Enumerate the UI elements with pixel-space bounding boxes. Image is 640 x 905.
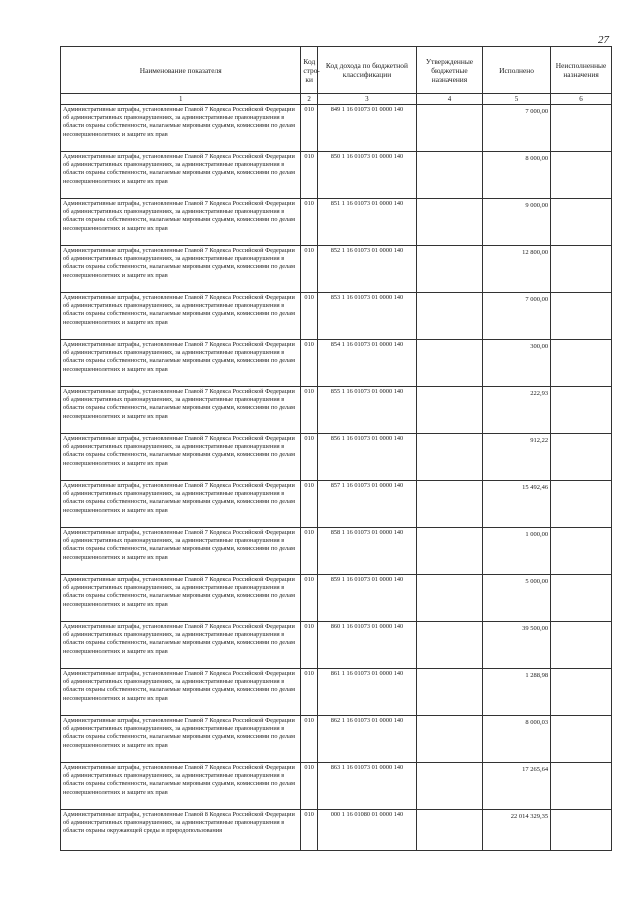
not-executed-amount-cell: [551, 669, 612, 716]
line-code-cell: 010: [301, 293, 318, 340]
line-code-cell: 010: [301, 669, 318, 716]
indicator-name-cell: Административные штрафы, установленные Главой 7 Кодекса Российской Федерации об административных правонарушениях, за административные правонарушения в области охраны собственности, налагаемые мировыми судьями, комиссиями по делам несовершеннолетних и защите их прав: [61, 340, 301, 387]
not-executed-amount-cell: [551, 810, 612, 851]
line-code-cell: 010: [301, 152, 318, 199]
income-code-cell: 850 1 16 01073 01 0000 140: [317, 152, 416, 199]
line-code-cell: 010: [301, 763, 318, 810]
line-code-cell: 010: [301, 199, 318, 246]
not-executed-amount-cell: [551, 575, 612, 622]
not-executed-amount-cell: [551, 340, 612, 387]
table-row: [61, 481, 612, 528]
indicator-name-cell: Административные штрафы, установленные Главой 7 Кодекса Российской Федерации об административных правонарушениях, за административные правонарушения в области охраны собственности, налагаемые мировыми судьями, комиссиями по делам несовершеннолетних и защите их прав: [61, 293, 301, 340]
line-code-cell: 010: [301, 622, 318, 669]
income-code-cell: 851 1 16 01073 01 0000 140: [317, 199, 416, 246]
table-row: [61, 152, 612, 199]
indicator-name-cell: Административные штрафы, установленные Главой 7 Кодекса Российской Федерации об административных правонарушениях, за административные правонарушения в области охраны собственности, налагаемые мировыми судьями, комиссиями по делам несовершеннолетних и защите их прав: [61, 528, 301, 575]
header-approved: Утвержденные бюджетные назначения: [416, 47, 482, 94]
income-code-cell: 857 1 16 01073 01 0000 140: [317, 481, 416, 528]
header-code: Код стро-ки: [301, 47, 318, 94]
approved-amount-cell: [416, 716, 482, 763]
table-row: [61, 105, 612, 152]
line-code-cell: 010: [301, 434, 318, 481]
indicator-name-cell: Административные штрафы, установленные Главой 7 Кодекса Российской Федерации об административных правонарушениях, за административные правонарушения в области охраны собственности, налагаемые мировыми судьями, комиссиями по делам несовершеннолетних и защите их прав: [61, 716, 301, 763]
header-not-executed: Неисполненные назначения: [551, 47, 612, 94]
indicator-name-cell: Административные штрафы, установленные Главой 7 Кодекса Российской Федерации об административных правонарушениях, за административные правонарушения в области охраны собственности, налагаемые мировыми судьями, комиссиями по делам несовершеннолетних и защите их прав: [61, 199, 301, 246]
income-code-cell: 858 1 16 01073 01 0000 140: [317, 528, 416, 575]
budget-income-table: [60, 46, 612, 851]
executed-amount-cell: 912,22: [482, 434, 550, 481]
executed-amount-cell: 222,93: [482, 387, 550, 434]
approved-amount-cell: [416, 105, 482, 152]
indicator-name-cell: Административные штрафы, установленные Главой 7 Кодекса Российской Федерации об административных правонарушениях, за административные правонарушения в области охраны собственности, налагаемые мировыми судьями, комиссиями по делам несовершеннолетних и защите их прав: [61, 622, 301, 669]
indicator-name-cell: Административные штрафы, установленные Главой 7 Кодекса Российской Федерации об административных правонарушениях, за административные правонарушения в области охраны собственности, налагаемые мировыми судьями, комиссиями по делам несовершеннолетних и защите их прав: [61, 763, 301, 810]
approved-amount-cell: [416, 622, 482, 669]
table-row: [61, 340, 612, 387]
executed-amount-cell: 22 014 329,35: [482, 810, 550, 851]
column-number: 4: [416, 94, 482, 105]
approved-amount-cell: [416, 246, 482, 293]
line-code-cell: 010: [301, 716, 318, 763]
table-row: [61, 528, 612, 575]
not-executed-amount-cell: [551, 152, 612, 199]
indicator-name-cell: Административные штрафы, установленные Главой 7 Кодекса Российской Федерации об административных правонарушениях, за административные правонарушения в области охраны собственности, налагаемые мировыми судьями, комиссиями по делам несовершеннолетних и защите их прав: [61, 669, 301, 716]
table-row: [61, 199, 612, 246]
column-number: 6: [551, 94, 612, 105]
executed-amount-cell: 8 000,00: [482, 152, 550, 199]
indicator-name-cell: Административные штрафы, установленные Главой 7 Кодекса Российской Федерации об административных правонарушениях, за административные правонарушения в области охраны собственности, налагаемые мировыми судьями, комиссиями по делам несовершеннолетних и защите их прав: [61, 481, 301, 528]
header-executed: Исполнено: [482, 47, 550, 94]
table-row: [61, 763, 612, 810]
table-body: [61, 105, 612, 851]
not-executed-amount-cell: [551, 199, 612, 246]
not-executed-amount-cell: [551, 434, 612, 481]
income-code-cell: 853 1 16 01073 01 0000 140: [317, 293, 416, 340]
column-number: 5: [482, 94, 550, 105]
not-executed-amount-cell: [551, 105, 612, 152]
table-row: [61, 434, 612, 481]
income-code-cell: 854 1 16 01073 01 0000 140: [317, 340, 416, 387]
not-executed-amount-cell: [551, 246, 612, 293]
not-executed-amount-cell: [551, 481, 612, 528]
not-executed-amount-cell: [551, 528, 612, 575]
table-row: [61, 622, 612, 669]
column-number-row: [61, 94, 612, 105]
indicator-name-cell: Административные штрафы, установленные Главой 8 Кодекса Российской Федерации об административных правонарушениях, за административные правонарушения в области охраны окружающей среды и природопользования: [61, 810, 301, 851]
executed-amount-cell: 5 000,00: [482, 575, 550, 622]
header-name: Наименование показателя: [61, 47, 301, 94]
indicator-name-cell: Административные штрафы, установленные Главой 7 Кодекса Российской Федерации об административных правонарушениях, за административные правонарушения в области охраны собственности, налагаемые мировыми судьями, комиссиями по делам несовершеннолетних и защите их прав: [61, 246, 301, 293]
executed-amount-cell: 1 000,00: [482, 528, 550, 575]
column-number: 3: [317, 94, 416, 105]
column-number: 1: [61, 94, 301, 105]
table-row: [61, 716, 612, 763]
executed-amount-cell: 9 000,00: [482, 199, 550, 246]
not-executed-amount-cell: [551, 293, 612, 340]
approved-amount-cell: [416, 434, 482, 481]
approved-amount-cell: [416, 387, 482, 434]
table-row: [61, 246, 612, 293]
indicator-name-cell: Административные штрафы, установленные Главой 7 Кодекса Российской Федерации об административных правонарушениях, за административные правонарушения в области охраны собственности, налагаемые мировыми судьями, комиссиями по делам несовершеннолетних и защите их прав: [61, 434, 301, 481]
income-code-cell: 863 1 16 01073 01 0000 140: [317, 763, 416, 810]
income-code-cell: 849 1 16 01073 01 0000 140: [317, 105, 416, 152]
executed-amount-cell: 12 800,00: [482, 246, 550, 293]
not-executed-amount-cell: [551, 716, 612, 763]
approved-amount-cell: [416, 810, 482, 851]
indicator-name-cell: Административные штрафы, установленные Главой 7 Кодекса Российской Федерации об административных правонарушениях, за административные правонарушения в области охраны собственности, налагаемые мировыми судьями, комиссиями по делам несовершеннолетних и защите их прав: [61, 387, 301, 434]
line-code-cell: 010: [301, 481, 318, 528]
income-code-cell: 855 1 16 01073 01 0000 140: [317, 387, 416, 434]
executed-amount-cell: 8 000,03: [482, 716, 550, 763]
income-code-cell: 860 1 16 01073 01 0000 140: [317, 622, 416, 669]
approved-amount-cell: [416, 340, 482, 387]
not-executed-amount-cell: [551, 763, 612, 810]
executed-amount-cell: 1 288,98: [482, 669, 550, 716]
page-number: 27: [598, 34, 609, 46]
approved-amount-cell: [416, 669, 482, 716]
executed-amount-cell: 300,00: [482, 340, 550, 387]
approved-amount-cell: [416, 575, 482, 622]
line-code-cell: 010: [301, 810, 318, 851]
table-row: [61, 293, 612, 340]
indicator-name-cell: Административные штрафы, установленные Главой 7 Кодекса Российской Федерации об административных правонарушениях, за административные правонарушения в области охраны собственности, налагаемые мировыми судьями, комиссиями по делам несовершеннолетних и защите их прав: [61, 105, 301, 152]
line-code-cell: 010: [301, 105, 318, 152]
income-code-cell: 856 1 16 01073 01 0000 140: [317, 434, 416, 481]
indicator-name-cell: Административные штрафы, установленные Главой 7 Кодекса Российской Федерации об административных правонарушениях, за административные правонарушения в области охраны собственности, налагаемые мировыми судьями, комиссиями по делам несовершеннолетних и защите их прав: [61, 575, 301, 622]
income-code-cell: 862 1 16 01073 01 0000 140: [317, 716, 416, 763]
column-number: 2: [301, 94, 318, 105]
indicator-name-cell: Административные штрафы, установленные Главой 7 Кодекса Российской Федерации об административных правонарушениях, за административные правонарушения в области охраны собственности, налагаемые мировыми судьями, комиссиями по делам несовершеннолетних и защите их прав: [61, 152, 301, 199]
approved-amount-cell: [416, 293, 482, 340]
table-row: [61, 575, 612, 622]
executed-amount-cell: 7 000,00: [482, 105, 550, 152]
line-code-cell: 010: [301, 340, 318, 387]
executed-amount-cell: 39 500,00: [482, 622, 550, 669]
line-code-cell: 010: [301, 387, 318, 434]
approved-amount-cell: [416, 199, 482, 246]
line-code-cell: 010: [301, 246, 318, 293]
line-code-cell: 010: [301, 575, 318, 622]
not-executed-amount-cell: [551, 622, 612, 669]
income-code-cell: 852 1 16 01073 01 0000 140: [317, 246, 416, 293]
approved-amount-cell: [416, 528, 482, 575]
table-row: [61, 810, 612, 851]
line-code-cell: 010: [301, 528, 318, 575]
income-code-cell: 859 1 16 01073 01 0000 140: [317, 575, 416, 622]
income-code-cell: 000 1 16 01080 01 0000 140: [317, 810, 416, 851]
approved-amount-cell: [416, 152, 482, 199]
header-income-code: Код дохода по бюджетной классификации: [317, 47, 416, 94]
executed-amount-cell: 7 000,00: [482, 293, 550, 340]
approved-amount-cell: [416, 481, 482, 528]
table-header-row: [61, 47, 612, 94]
table-row: [61, 387, 612, 434]
table-row: [61, 669, 612, 716]
executed-amount-cell: 15 492,46: [482, 481, 550, 528]
not-executed-amount-cell: [551, 387, 612, 434]
executed-amount-cell: 17 265,64: [482, 763, 550, 810]
approved-amount-cell: [416, 763, 482, 810]
income-code-cell: 861 1 16 01073 01 0000 140: [317, 669, 416, 716]
